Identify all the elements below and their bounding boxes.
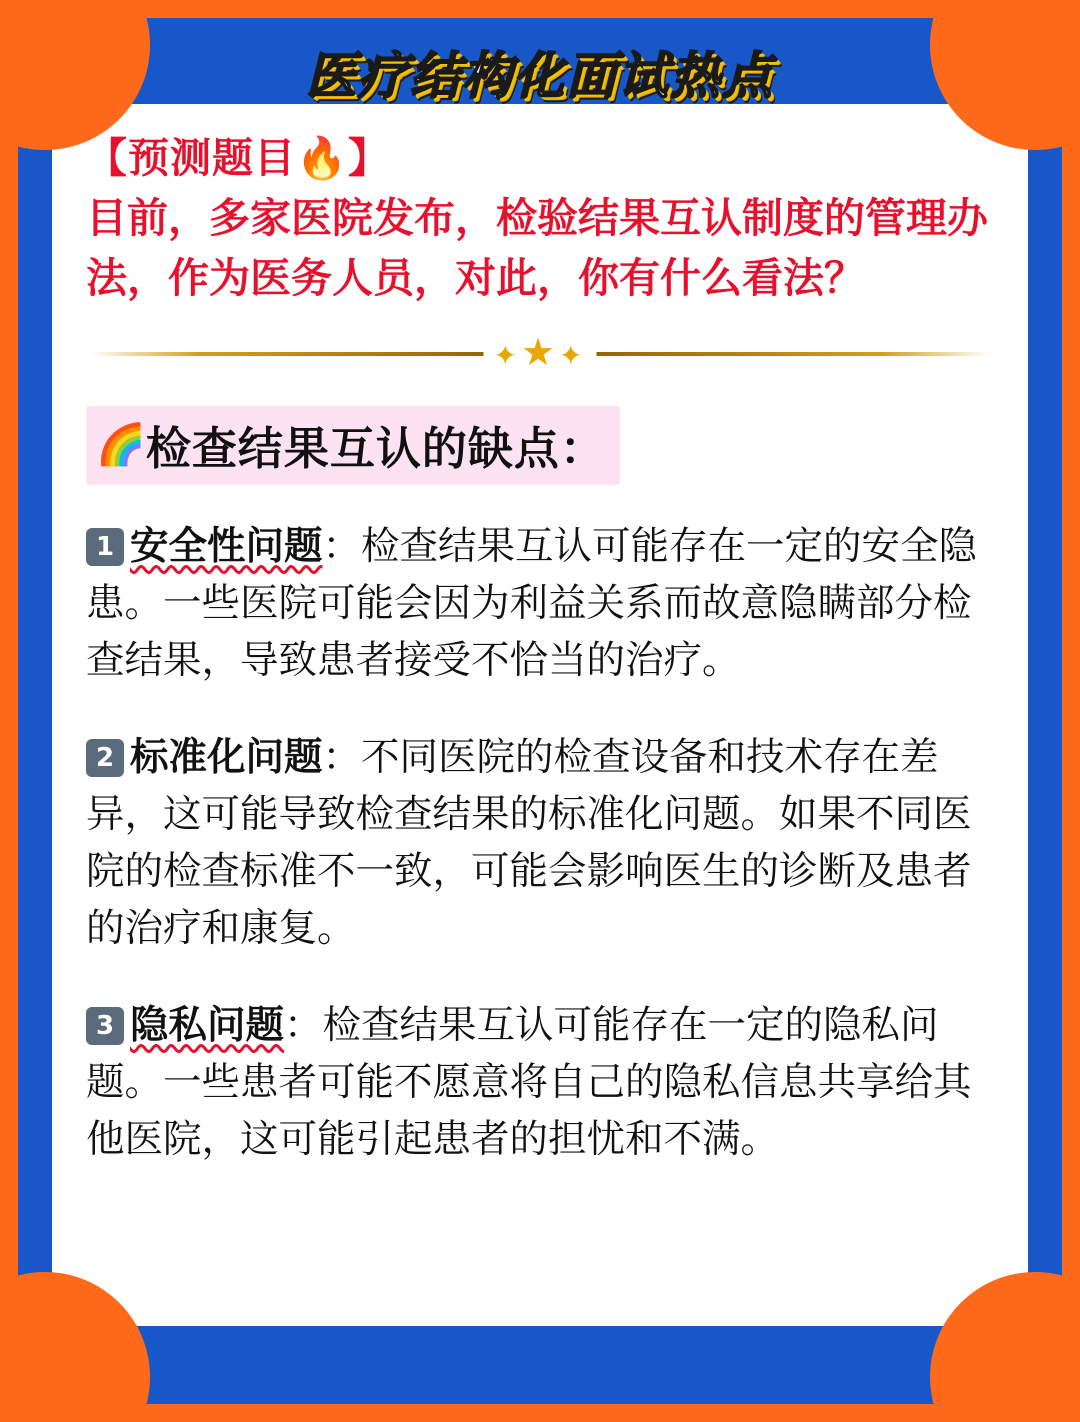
rainbow-icon: 🌈 [96,423,146,468]
section-heading [86,406,620,485]
list-item [86,998,994,1169]
question-block [86,132,994,308]
item-number-badge: 2 [86,739,124,777]
drawbacks-list [86,519,994,1169]
page-title: 医疗结构化面试热点 [306,48,774,104]
star-big-icon: ★ [520,332,560,375]
list-item [86,519,994,690]
content-card [52,104,1028,1326]
item-body: ：检查结果互认可能存在一定的隐私问题。一些患者可能不愿意将自己的隐私信息共享给其他医院，这可能引起患者的担忧和不满。 [86,1003,972,1161]
list-item [86,730,994,958]
item-keyword: 隐私问题 [130,1004,284,1051]
question-text: 目前，多家医院发布，检验结果互认制度的管理办法，作为医务人员，对此，你有什么看法？ [86,195,988,301]
star-small-left-icon: ✦ [493,340,521,372]
star-small-right-icon: ✦ [559,340,587,372]
item-body: ：检查结果互认可能存在一定的安全隐患。一些医院可能会因为利益关系而故意隐瞒部分检查结果，导致患者接受不恰当的治疗。 [86,525,978,683]
section-heading-label: 检查结果互认的缺点： [145,423,606,475]
question-label: 【预测题目🔥】 [86,135,391,181]
divider-stars [483,334,596,375]
title-area [0,36,1080,108]
ornamental-divider [90,334,990,374]
item-body: ：不同医院的检查设备和技术存在差异，这可能导致检查结果的标准化问题。如果不同医院的检查标准不一致，可能会影响医生的诊断及患者的治疗和康复。 [86,736,972,950]
item-keyword: 安全性问题 [130,525,323,572]
item-number-badge: 3 [86,1007,124,1045]
item-keyword: 标准化问题 [130,736,323,783]
item-number-badge: 1 [86,528,124,566]
